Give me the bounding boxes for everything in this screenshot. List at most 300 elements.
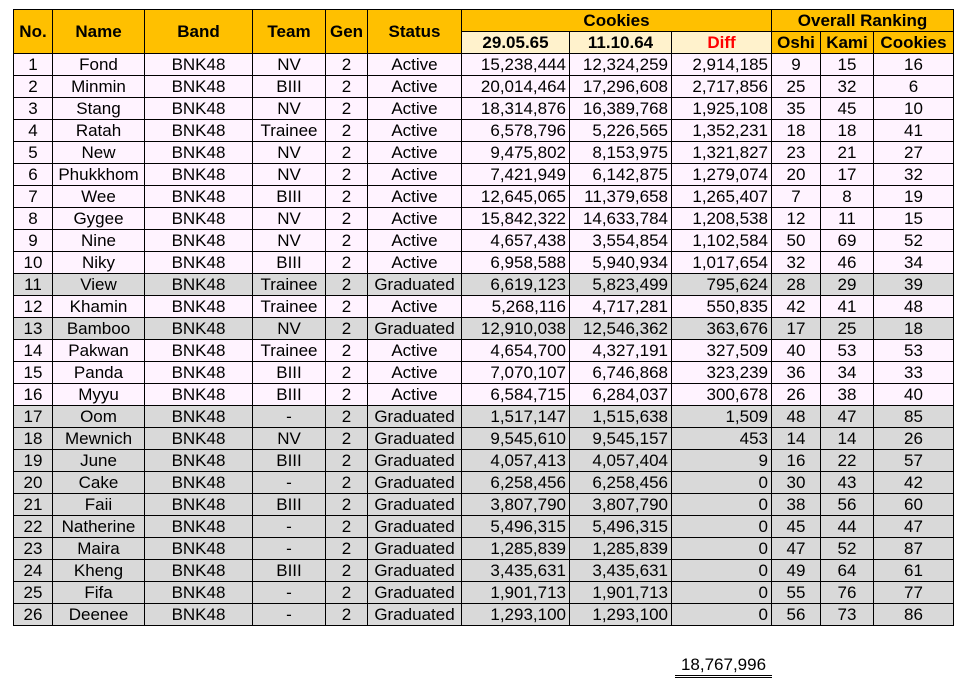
cell-diff: 0 [672, 538, 772, 560]
cell-gen: 2 [326, 384, 368, 406]
cell-gen: 2 [326, 142, 368, 164]
cell-cookies-date-1: 5,496,315 [462, 516, 570, 538]
cell-name: View [53, 274, 145, 296]
cell-gen: 2 [326, 406, 368, 428]
cell-oshi-rank: 49 [772, 560, 821, 582]
cell-cookies-date-1: 12,645,065 [462, 186, 570, 208]
cell-status: Active [368, 362, 462, 384]
cell-status: Active [368, 252, 462, 274]
cell-cookies-rank: 52 [874, 230, 954, 252]
cell-cookies-date-1: 4,657,438 [462, 230, 570, 252]
cell-status: Active [368, 98, 462, 120]
cell-cookies-rank: 32 [874, 164, 954, 186]
cell-gen: 2 [326, 450, 368, 472]
cell-status: Graduated [368, 428, 462, 450]
table-row [14, 208, 954, 230]
cell-cookies-date-1: 15,842,322 [462, 208, 570, 230]
cell-cookies-date-2: 12,546,362 [570, 318, 672, 340]
cell-kami-rank: 38 [821, 384, 874, 406]
cell-kami-rank: 17 [821, 164, 874, 186]
cell-no: 8 [14, 208, 53, 230]
cell-cookies-date-2: 4,717,281 [570, 296, 672, 318]
cell-no: 26 [14, 604, 53, 626]
cell-kami-rank: 18 [821, 120, 874, 142]
cell-team: BIII [253, 560, 326, 582]
cell-cookies-rank: 39 [874, 274, 954, 296]
cell-team: - [253, 472, 326, 494]
cell-band: BNK48 [145, 428, 253, 450]
cell-gen: 2 [326, 76, 368, 98]
cell-status: Graduated [368, 472, 462, 494]
cell-status: Active [368, 340, 462, 362]
cell-gen: 2 [326, 560, 368, 582]
cell-cookies-date-1: 12,910,038 [462, 318, 570, 340]
cell-cookies-date-2: 14,633,784 [570, 208, 672, 230]
cell-cookies-date-2: 6,746,868 [570, 362, 672, 384]
cell-no: 19 [14, 450, 53, 472]
cell-gen: 2 [326, 54, 368, 76]
table-row [14, 318, 954, 340]
cell-team: - [253, 604, 326, 626]
cookies-ranking-table [13, 9, 954, 626]
cell-band: BNK48 [145, 54, 253, 76]
cell-no: 5 [14, 142, 53, 164]
cell-oshi-rank: 25 [772, 76, 821, 98]
cell-diff: 9 [672, 450, 772, 472]
cell-band: BNK48 [145, 384, 253, 406]
cell-cookies-date-1: 7,070,107 [462, 362, 570, 384]
cell-status: Graduated [368, 318, 462, 340]
cell-band: BNK48 [145, 274, 253, 296]
cell-gen: 2 [326, 186, 368, 208]
cell-name: Kheng [53, 560, 145, 582]
cell-team: BIII [253, 494, 326, 516]
cell-band: BNK48 [145, 120, 253, 142]
cell-band: BNK48 [145, 208, 253, 230]
cell-diff: 1,102,584 [672, 230, 772, 252]
cell-cookies-date-1: 6,619,123 [462, 274, 570, 296]
cell-cookies-rank: 60 [874, 494, 954, 516]
cell-cookies-rank: 41 [874, 120, 954, 142]
cell-oshi-rank: 28 [772, 274, 821, 296]
cell-name: Myyu [53, 384, 145, 406]
cell-no: 13 [14, 318, 53, 340]
cell-gen: 2 [326, 164, 368, 186]
cell-oshi-rank: 48 [772, 406, 821, 428]
cell-gen: 2 [326, 428, 368, 450]
cell-kami-rank: 69 [821, 230, 874, 252]
cell-cookies-rank: 26 [874, 428, 954, 450]
header-kami: Kami [821, 32, 874, 54]
cell-cookies-rank: 27 [874, 142, 954, 164]
cell-diff: 1,321,827 [672, 142, 772, 164]
cell-cookies-date-1: 18,314,876 [462, 98, 570, 120]
header-oshi: Oshi [772, 32, 821, 54]
cell-oshi-rank: 20 [772, 164, 821, 186]
cell-name: Khamin [53, 296, 145, 318]
table-row [14, 538, 954, 560]
cell-diff: 0 [672, 604, 772, 626]
header-name: Name [53, 10, 145, 54]
cell-cookies-date-2: 5,940,934 [570, 252, 672, 274]
cell-band: BNK48 [145, 362, 253, 384]
cell-kami-rank: 32 [821, 76, 874, 98]
cell-diff: 1,352,231 [672, 120, 772, 142]
cell-oshi-rank: 36 [772, 362, 821, 384]
cell-kami-rank: 53 [821, 340, 874, 362]
cell-cookies-date-2: 3,807,790 [570, 494, 672, 516]
cell-name: Mewnich [53, 428, 145, 450]
cell-status: Active [368, 142, 462, 164]
cell-team: - [253, 406, 326, 428]
cell-name: Faii [53, 494, 145, 516]
cell-band: BNK48 [145, 76, 253, 98]
cell-no: 17 [14, 406, 53, 428]
cell-oshi-rank: 9 [772, 54, 821, 76]
cell-cookies-date-1: 1,293,100 [462, 604, 570, 626]
cell-cookies-date-1: 4,654,700 [462, 340, 570, 362]
cell-cookies-rank: 15 [874, 208, 954, 230]
table-row [14, 406, 954, 428]
cell-team: BIII [253, 186, 326, 208]
header-diff: Diff [672, 32, 772, 54]
table-row [14, 516, 954, 538]
cell-gen: 2 [326, 604, 368, 626]
cell-kami-rank: 25 [821, 318, 874, 340]
cell-kami-rank: 14 [821, 428, 874, 450]
cell-oshi-rank: 40 [772, 340, 821, 362]
cell-team: - [253, 538, 326, 560]
table-row [14, 98, 954, 120]
cell-cookies-rank: 40 [874, 384, 954, 406]
cell-status: Graduated [368, 560, 462, 582]
cell-cookies-date-1: 20,014,464 [462, 76, 570, 98]
cell-cookies-date-2: 8,153,975 [570, 142, 672, 164]
cell-team: Trainee [253, 296, 326, 318]
table-row [14, 428, 954, 450]
cell-cookies-rank: 87 [874, 538, 954, 560]
cell-cookies-date-2: 1,901,713 [570, 582, 672, 604]
cell-team: NV [253, 230, 326, 252]
cell-cookies-rank: 61 [874, 560, 954, 582]
cell-diff: 0 [672, 582, 772, 604]
cell-band: BNK48 [145, 472, 253, 494]
header-band: Band [145, 10, 253, 54]
table-row [14, 230, 954, 252]
cell-name: Oom [53, 406, 145, 428]
cell-gen: 2 [326, 538, 368, 560]
header-cookies-group: Cookies [462, 10, 772, 32]
cell-diff: 550,835 [672, 296, 772, 318]
table-row [14, 296, 954, 318]
cell-status: Graduated [368, 274, 462, 296]
table-row [14, 450, 954, 472]
cell-gen: 2 [326, 120, 368, 142]
cell-cookies-date-1: 9,545,610 [462, 428, 570, 450]
cell-no: 11 [14, 274, 53, 296]
cell-name: Deenee [53, 604, 145, 626]
cell-cookies-rank: 53 [874, 340, 954, 362]
cell-cookies-date-2: 12,324,259 [570, 54, 672, 76]
cell-diff: 0 [672, 560, 772, 582]
cell-no: 20 [14, 472, 53, 494]
cell-cookies-date-2: 4,327,191 [570, 340, 672, 362]
cell-team: NV [253, 318, 326, 340]
header-status: Status [368, 10, 462, 54]
cell-oshi-rank: 42 [772, 296, 821, 318]
cell-diff: 0 [672, 472, 772, 494]
cell-name: Stang [53, 98, 145, 120]
cell-kami-rank: 56 [821, 494, 874, 516]
cell-no: 21 [14, 494, 53, 516]
cell-team: BIII [253, 450, 326, 472]
cell-no: 7 [14, 186, 53, 208]
cell-team: NV [253, 54, 326, 76]
cell-band: BNK48 [145, 142, 253, 164]
cell-band: BNK48 [145, 318, 253, 340]
cell-diff: 453 [672, 428, 772, 450]
cell-diff: 2,914,185 [672, 54, 772, 76]
cell-oshi-rank: 18 [772, 120, 821, 142]
cell-cookies-date-2: 1,293,100 [570, 604, 672, 626]
table-row [14, 560, 954, 582]
table-row [14, 362, 954, 384]
cell-oshi-rank: 26 [772, 384, 821, 406]
cell-kami-rank: 44 [821, 516, 874, 538]
cell-team: Trainee [253, 274, 326, 296]
cell-team: NV [253, 164, 326, 186]
cell-cookies-date-2: 16,389,768 [570, 98, 672, 120]
cell-kami-rank: 46 [821, 252, 874, 274]
cell-cookies-date-2: 1,515,638 [570, 406, 672, 428]
cell-cookies-rank: 47 [874, 516, 954, 538]
cell-diff: 1,509 [672, 406, 772, 428]
cell-gen: 2 [326, 252, 368, 274]
cell-name: Minmin [53, 76, 145, 98]
cell-gen: 2 [326, 318, 368, 340]
cell-gen: 2 [326, 362, 368, 384]
header-date-1: 29.05.65 [462, 32, 570, 54]
cell-band: BNK48 [145, 340, 253, 362]
cell-band: BNK48 [145, 252, 253, 274]
cell-status: Active [368, 186, 462, 208]
cell-cookies-rank: 10 [874, 98, 954, 120]
cell-no: 15 [14, 362, 53, 384]
cell-no: 24 [14, 560, 53, 582]
cell-no: 22 [14, 516, 53, 538]
cell-team: NV [253, 98, 326, 120]
cell-name: Maira [53, 538, 145, 560]
cell-kami-rank: 11 [821, 208, 874, 230]
cell-cookies-rank: 18 [874, 318, 954, 340]
cell-band: BNK48 [145, 296, 253, 318]
cell-team: Trainee [253, 340, 326, 362]
cell-band: BNK48 [145, 164, 253, 186]
cell-diff: 300,678 [672, 384, 772, 406]
cell-band: BNK48 [145, 230, 253, 252]
cell-name: Fond [53, 54, 145, 76]
cell-name: Gygee [53, 208, 145, 230]
cell-band: BNK48 [145, 538, 253, 560]
cell-diff: 795,624 [672, 274, 772, 296]
cell-no: 12 [14, 296, 53, 318]
cell-oshi-rank: 23 [772, 142, 821, 164]
cell-status: Active [368, 208, 462, 230]
cell-status: Active [368, 230, 462, 252]
header-cookies-rank: Cookies [874, 32, 954, 54]
cell-diff: 0 [672, 494, 772, 516]
table-row [14, 120, 954, 142]
cell-band: BNK48 [145, 494, 253, 516]
cell-cookies-date-2: 5,496,315 [570, 516, 672, 538]
cell-team: BIII [253, 76, 326, 98]
cell-cookies-rank: 57 [874, 450, 954, 472]
cell-name: Nine [53, 230, 145, 252]
cell-diff: 1,279,074 [672, 164, 772, 186]
cell-cookies-date-1: 6,584,715 [462, 384, 570, 406]
cell-kami-rank: 47 [821, 406, 874, 428]
cell-oshi-rank: 17 [772, 318, 821, 340]
table-body [14, 54, 954, 626]
cell-no: 16 [14, 384, 53, 406]
cell-name: Pakwan [53, 340, 145, 362]
table-row [14, 494, 954, 516]
cell-diff: 1,925,108 [672, 98, 772, 120]
cell-kami-rank: 8 [821, 186, 874, 208]
table-row [14, 252, 954, 274]
cell-status: Active [368, 54, 462, 76]
cell-cookies-date-2: 4,057,404 [570, 450, 672, 472]
cell-status: Active [368, 120, 462, 142]
cell-oshi-rank: 30 [772, 472, 821, 494]
table-row [14, 472, 954, 494]
cell-cookies-rank: 34 [874, 252, 954, 274]
cell-oshi-rank: 56 [772, 604, 821, 626]
cell-status: Graduated [368, 494, 462, 516]
cell-team: - [253, 582, 326, 604]
cell-name: Phukkhom [53, 164, 145, 186]
cell-kami-rank: 76 [821, 582, 874, 604]
cell-team: - [253, 516, 326, 538]
cell-cookies-date-2: 6,142,875 [570, 164, 672, 186]
cell-cookies-date-1: 1,901,713 [462, 582, 570, 604]
cell-no: 23 [14, 538, 53, 560]
cell-name: Ratah [53, 120, 145, 142]
cell-oshi-rank: 16 [772, 450, 821, 472]
cell-team: NV [253, 142, 326, 164]
cell-name: Bamboo [53, 318, 145, 340]
cell-status: Graduated [368, 516, 462, 538]
cell-cookies-date-1: 9,475,802 [462, 142, 570, 164]
cell-team: NV [253, 208, 326, 230]
header-date-2: 11.10.64 [570, 32, 672, 54]
cell-cookies-date-2: 1,285,839 [570, 538, 672, 560]
cell-no: 18 [14, 428, 53, 450]
cell-oshi-rank: 32 [772, 252, 821, 274]
cell-team: BIII [253, 362, 326, 384]
cell-name: New [53, 142, 145, 164]
cell-no: 6 [14, 164, 53, 186]
cell-gen: 2 [326, 98, 368, 120]
cell-cookies-date-1: 6,578,796 [462, 120, 570, 142]
cell-diff: 2,717,856 [672, 76, 772, 98]
table-row [14, 142, 954, 164]
cell-kami-rank: 52 [821, 538, 874, 560]
cell-oshi-rank: 12 [772, 208, 821, 230]
cell-band: BNK48 [145, 516, 253, 538]
cell-status: Graduated [368, 450, 462, 472]
cell-cookies-date-2: 3,554,854 [570, 230, 672, 252]
cell-cookies-rank: 85 [874, 406, 954, 428]
cell-cookies-date-1: 4,057,413 [462, 450, 570, 472]
cell-diff: 327,509 [672, 340, 772, 362]
table-row [14, 54, 954, 76]
cell-team: NV [253, 428, 326, 450]
cell-oshi-rank: 47 [772, 538, 821, 560]
cell-team: BIII [253, 384, 326, 406]
cell-diff: 1,265,407 [672, 186, 772, 208]
cell-no: 4 [14, 120, 53, 142]
cell-no: 1 [14, 54, 53, 76]
cell-name: Natherine [53, 516, 145, 538]
cell-diff: 323,239 [672, 362, 772, 384]
cell-no: 3 [14, 98, 53, 120]
header-gen: Gen [326, 10, 368, 54]
cell-diff: 1,017,654 [672, 252, 772, 274]
table-row [14, 274, 954, 296]
cell-cookies-date-2: 3,435,631 [570, 560, 672, 582]
cell-cookies-date-2: 17,296,608 [570, 76, 672, 98]
cell-name: Cake [53, 472, 145, 494]
cell-diff: 0 [672, 516, 772, 538]
cell-name: Wee [53, 186, 145, 208]
cell-cookies-date-1: 15,238,444 [462, 54, 570, 76]
cell-team: Trainee [253, 120, 326, 142]
cell-team: BIII [253, 252, 326, 274]
cell-cookies-date-2: 5,823,499 [570, 274, 672, 296]
cell-diff: 363,676 [672, 318, 772, 340]
cell-gen: 2 [326, 296, 368, 318]
cell-cookies-date-1: 6,958,588 [462, 252, 570, 274]
cell-oshi-rank: 50 [772, 230, 821, 252]
cell-status: Active [368, 76, 462, 98]
table-row [14, 340, 954, 362]
cell-kami-rank: 41 [821, 296, 874, 318]
cell-cookies-rank: 6 [874, 76, 954, 98]
cell-gen: 2 [326, 230, 368, 252]
cell-kami-rank: 15 [821, 54, 874, 76]
cell-no: 9 [14, 230, 53, 252]
table-row [14, 76, 954, 98]
cell-no: 10 [14, 252, 53, 274]
cell-cookies-date-1: 1,517,147 [462, 406, 570, 428]
cell-status: Active [368, 384, 462, 406]
cell-band: BNK48 [145, 98, 253, 120]
cell-kami-rank: 73 [821, 604, 874, 626]
cell-band: BNK48 [145, 604, 253, 626]
table-row [14, 582, 954, 604]
table-row [14, 604, 954, 626]
cell-cookies-rank: 86 [874, 604, 954, 626]
cell-name: Niky [53, 252, 145, 274]
cell-kami-rank: 34 [821, 362, 874, 384]
cell-gen: 2 [326, 340, 368, 362]
cell-cookies-rank: 19 [874, 186, 954, 208]
cell-kami-rank: 64 [821, 560, 874, 582]
cell-no: 14 [14, 340, 53, 362]
cell-gen: 2 [326, 516, 368, 538]
header-ranking-group: Overall Ranking [772, 10, 954, 32]
